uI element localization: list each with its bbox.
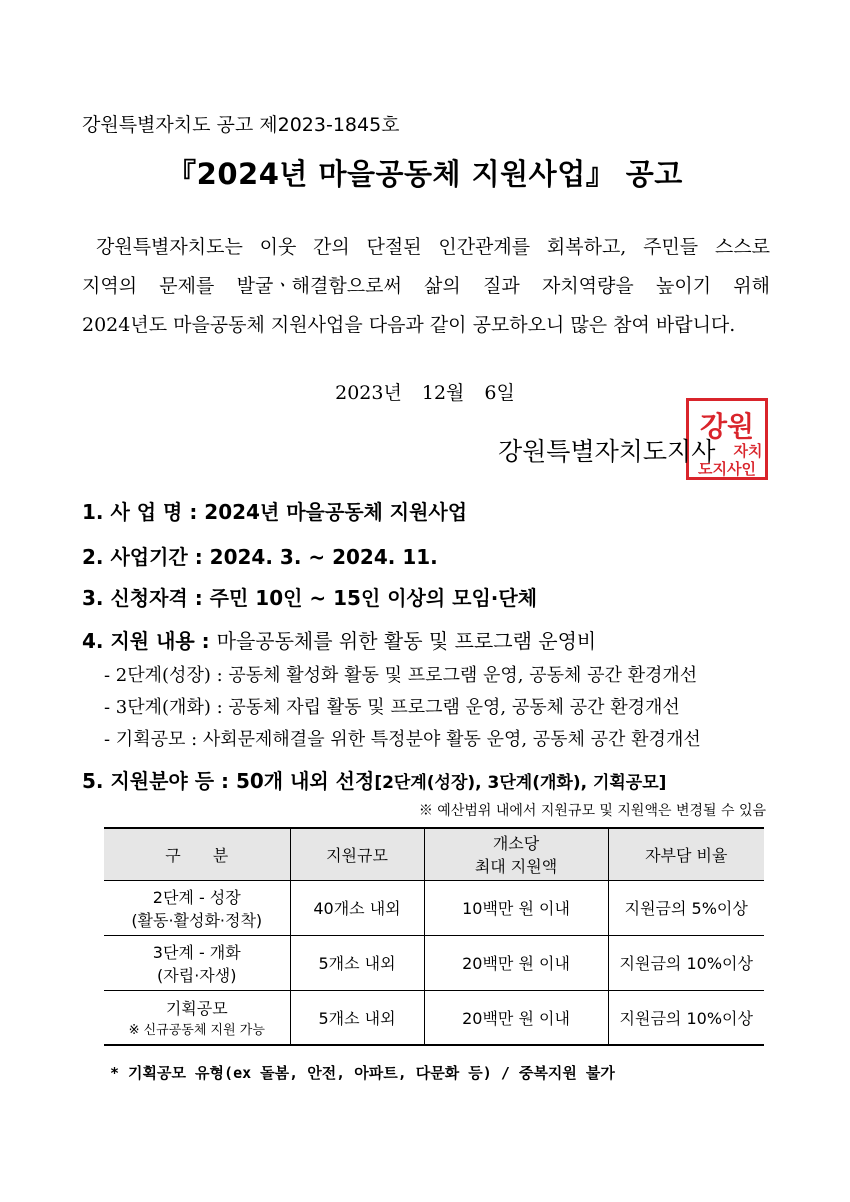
seal-text-top: 강원 — [699, 410, 755, 443]
section-project-name: 1. 사 업 명 : 2024년 마을공동체 지원사업 — [82, 500, 468, 524]
row-ratio: 지원금의 10%이상 — [608, 990, 764, 1045]
row-category-line2: (활동·활성화·정착) — [131, 910, 263, 930]
row-ratio: 지원금의 5%이상 — [608, 880, 764, 935]
header-category: 구 분 — [104, 828, 290, 880]
support-item-stage3: - 3단계(개화) : 공동체 자립 활동 및 프로그램 운영, 공동체 공간 환경개선 — [104, 697, 680, 718]
section-support-content-value: 마을공동체를 위한 활동 및 프로그램 운영비 — [216, 629, 597, 653]
section-support-content-label: 4. 지원 내용 : — [82, 629, 210, 653]
seal-text-bottom: 도지사인 — [698, 460, 756, 478]
header-scale: 지원규모 — [290, 828, 424, 880]
header-max-line2: 최대 지원액 — [474, 857, 558, 877]
intro-line-1: 강원특별자치도는 이웃 간의 단절된 인간관계를 회복하고, 주민들 스스로 — [96, 236, 770, 258]
section-eligibility: 3. 신청자격 : 주민 10인 ~ 15인 이상의 모임·단체 — [82, 586, 538, 610]
row-category — [104, 880, 290, 935]
notice-date: 2023년 12월 6일 — [335, 382, 515, 404]
issuer-name: 강원특별자치도지사 — [498, 437, 716, 466]
table-row — [104, 990, 764, 1045]
page-title: 『2024년 마을공동체 지원사업』 공고 — [167, 157, 683, 191]
row-category-line2: ※ 신규공동체 지원 가능 — [128, 1023, 265, 1039]
header-max-line1: 개소당 — [492, 834, 540, 854]
row-category-line1: 3단계 - 개화 — [152, 942, 241, 962]
section-support-fields-main: 5. 지원분야 등 : 50개 내외 선정 — [82, 769, 375, 793]
row-category-line2: (자립·자생) — [157, 965, 237, 985]
section-support-content — [82, 625, 596, 654]
header-max-amount — [424, 828, 608, 880]
table-header-row — [104, 828, 764, 880]
row-scale: 5개소 내외 — [290, 990, 424, 1045]
row-amount: 20백만 원 이내 — [424, 990, 608, 1045]
row-scale: 5개소 내외 — [290, 935, 424, 990]
budget-note: ※ 예산범위 내에서 지원규모 및 지원액은 변경될 수 있음 — [418, 803, 766, 819]
row-category-line1: 기획공모 — [165, 999, 228, 1019]
row-category-line1: 2단계 - 성장 — [152, 887, 241, 907]
row-category — [104, 990, 290, 1045]
header-ratio: 자부담 비율 — [608, 828, 764, 880]
intro-line-3: 2024년도 마을공동체 지원사업을 다음과 같이 공모하오니 많은 참여 바랍니다. — [82, 314, 736, 336]
notice-number: 강원특별자치도 공고 제2023-1845호 — [82, 114, 400, 136]
support-table — [104, 827, 764, 1046]
row-scale: 40개소 내외 — [290, 880, 424, 935]
section-support-fields — [82, 765, 666, 794]
section-support-fields-tail: [2단계(성장), 3단계(개화), 기획공모] — [374, 773, 667, 793]
intro-line-2: 지역의 문제를 발굴ㆍ해결함으로써 삶의 질과 자치역량을 높이기 위해 — [82, 275, 770, 297]
row-category — [104, 935, 290, 990]
row-amount: 10백만 원 이내 — [424, 880, 608, 935]
seal-text-middle: 자치 — [733, 442, 763, 460]
section-project-period: 2. 사업기간 : 2024. 3. ~ 2024. 11. — [82, 545, 438, 569]
support-item-planning: - 기획공모 : 사회문제해결을 위한 특정분야 활동 운영, 공동체 공간 환경개선 — [104, 729, 701, 750]
table-row — [104, 880, 764, 935]
table-row — [104, 935, 764, 990]
row-amount: 20백만 원 이내 — [424, 935, 608, 990]
support-item-stage2: - 2단계(성장) : 공동체 활성화 활동 및 프로그램 운영, 공동체 공간 환경개선 — [104, 665, 698, 686]
bottom-note: * 기획공모 유형(ex 돌봄, 안전, 아파트, 다문화 등) / 중복지원 불가 — [110, 1064, 615, 1082]
row-ratio: 지원금의 10%이상 — [608, 935, 764, 990]
